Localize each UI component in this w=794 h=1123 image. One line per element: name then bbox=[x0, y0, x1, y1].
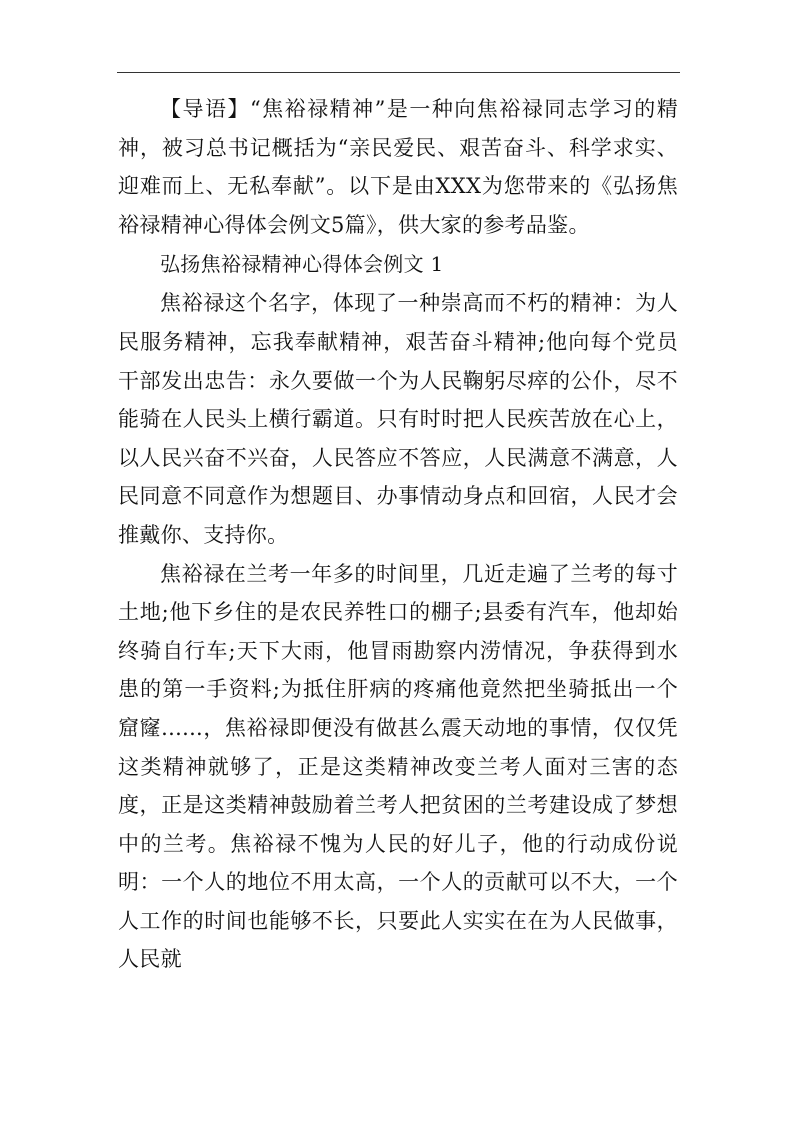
body-paragraph-2: 焦裕禄在兰考一年多的时间里，几近走遍了兰考的每寸土地;他下乡住的是农民养牲口的棚子;县委有汽车，他却始终骑自行车;天下大雨，他冒雨勘察内涝情况，争获得到水患的第一手资料;为抵住肝病的疼痛他竟然把坐骑抵出一个窟窿......，焦裕禄即便没有做甚么震天动地的事情，仅仅凭这类精神就够了，正是这类精神改变兰考人面对三害的态度，正是这类精神鼓励着兰考人把贫困的兰考建设成了梦想中的兰考。焦裕禄不愧为人民的好儿子，他的行动成份说明：一个人的地位不用太高，一个人的贡献可以不大，一个人工作的时间也能够不长，只要此人实实在在为人民做事，人民就 bbox=[118, 561, 678, 972]
header-rule bbox=[117, 72, 680, 73]
document-body bbox=[118, 90, 678, 979]
intro-paragraph: 【导语】“焦裕禄精神”是一种向焦裕禄同志学习的精神，被习总书记概括为“亲民爱民、艰苦奋斗、科学求实、迎难而上、无私奉献”。以下是由XXX为您带来的《弘扬焦裕禄精神心得体会例文5篇》，供大家的参考品鉴。 bbox=[118, 97, 678, 237]
section-title: 弘扬焦裕禄精神心得体会例文 1 bbox=[160, 252, 444, 277]
body-paragraph-1: 焦裕禄这个名字，体现了一种崇高而不朽的精神：为人民服务精神，忘我奉献精神，艰苦奋斗精神;他向每个党员干部发出忠告：永久要做一个为人民鞠躬尽瘁的公仆，尽不能骑在人民头上横行霸道。只有时时把人民疾苦放在心上，以人民兴奋不兴奋，人民答应不答应，人民满意不满意，人民同意不同意作为想题目、办事情动身点和回宿，人民才会推戴你、支持你。 bbox=[118, 291, 678, 547]
